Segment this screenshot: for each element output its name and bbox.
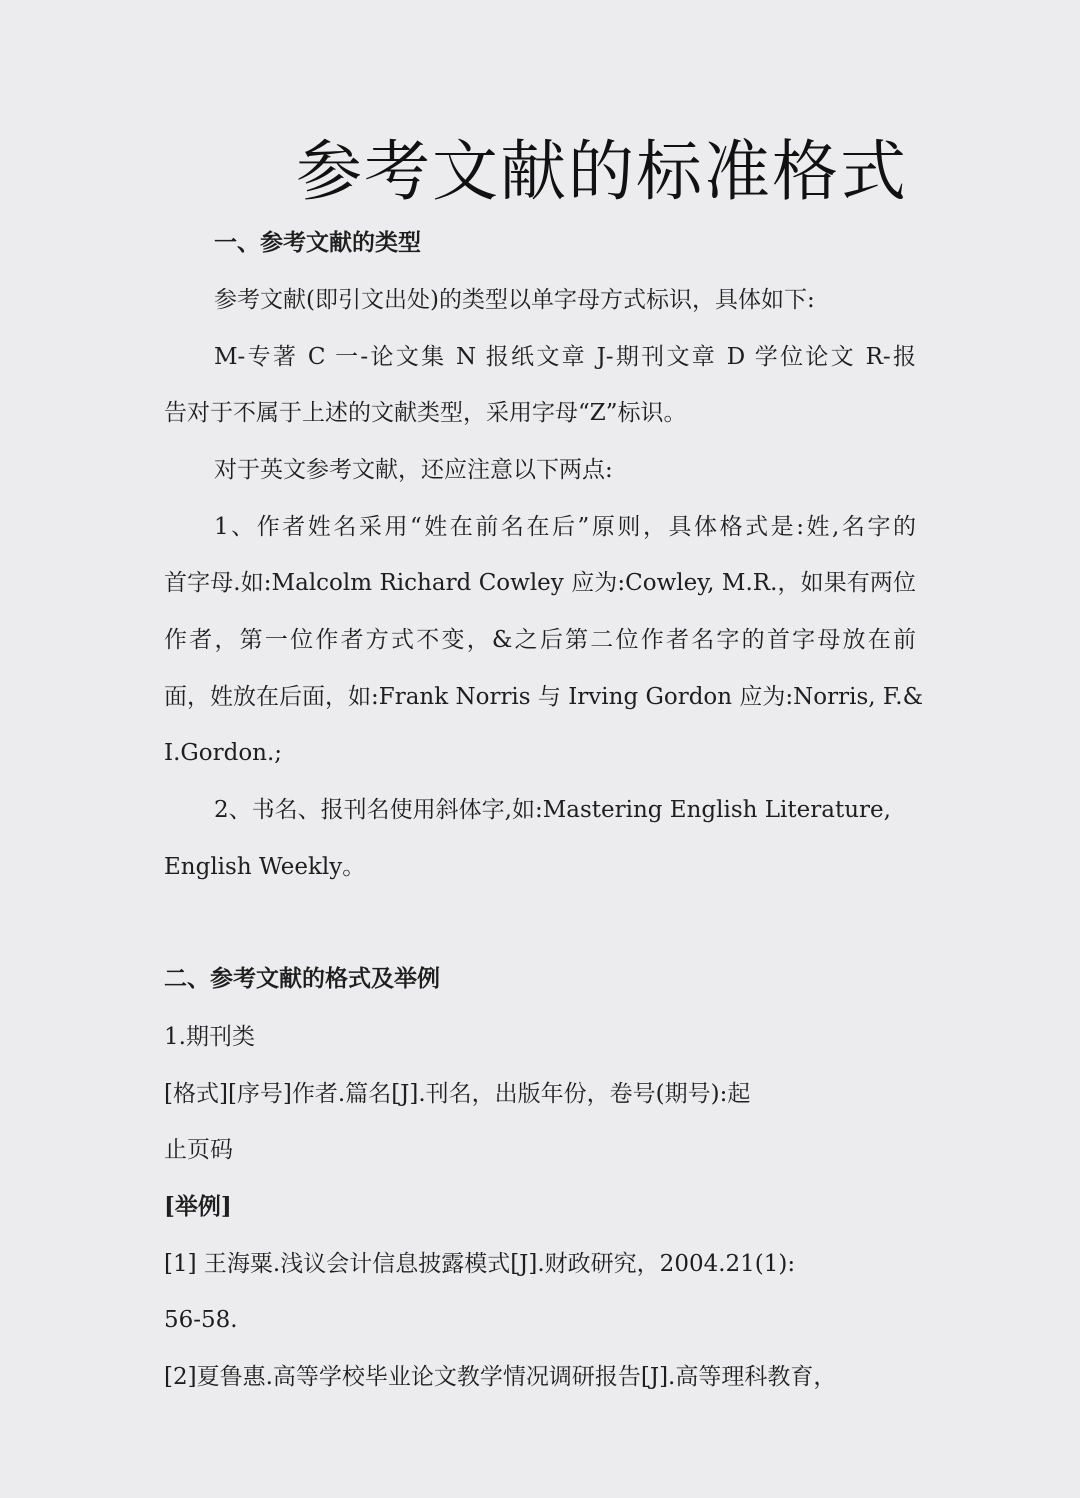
format-line: [格式][序号]作者.篇名[J].刊名，出版年份，卷号(期号):起	[164, 1081, 751, 1107]
reference-entry: 56-58.	[164, 1307, 238, 1333]
paragraph-line: 首字母.如:Malcolm Richard Cowley 应为:Cowley, M.R.，如果有两位	[164, 570, 916, 596]
document-title: 参考文献的标准格式	[296, 133, 908, 210]
paragraph-line: 参考文献(即引文出处)的类型以单字母方式标识，具体如下:	[214, 287, 815, 313]
subsection-heading: 1.期刊类	[164, 1024, 255, 1050]
reference-entry: [2]夏鲁惠.高等学校毕业论文教学情况调研报告[J].高等理科教育，	[164, 1364, 837, 1390]
section-heading-types: 一、参考文献的类型	[214, 229, 421, 256]
paragraph-line: 面，姓放在后面，如:Frank Norris 与 Irving Gordon 应为:Norris, F.&	[164, 684, 924, 710]
paragraph-line: I.Gordon.;	[164, 740, 283, 766]
paragraph-line: 1、作者姓名采用“姓在前名在后”原则，具体格式是:姓,名字的	[214, 514, 916, 540]
paragraph-line: M-专著 C 一-论文集 N 报纸文章 J-期刊文章 D 学位论文 R-报	[214, 344, 916, 370]
paragraph-line: 2、书名、报刊名使用斜体字,如:Mastering English Literature,	[214, 797, 891, 823]
paragraph-line: English Weekly。	[164, 854, 366, 880]
paragraph-line: 作者，第一位作者方式不变，&之后第二位作者名字的首字母放在前	[164, 627, 916, 653]
section-heading-formats: 二、参考文献的格式及举例	[164, 965, 440, 992]
reference-entry: [1] 王海粟.浅议会计信息披露模式[J].财政研究，2004.21(1):	[164, 1251, 796, 1277]
example-label: [举例]	[164, 1193, 232, 1220]
format-line: 止页码	[164, 1137, 233, 1163]
paragraph-line: 告对于不属于上述的文献类型，采用字母“Z”标识。	[164, 400, 687, 426]
paragraph-line: 对于英文参考文献，还应注意以下两点:	[214, 457, 613, 483]
